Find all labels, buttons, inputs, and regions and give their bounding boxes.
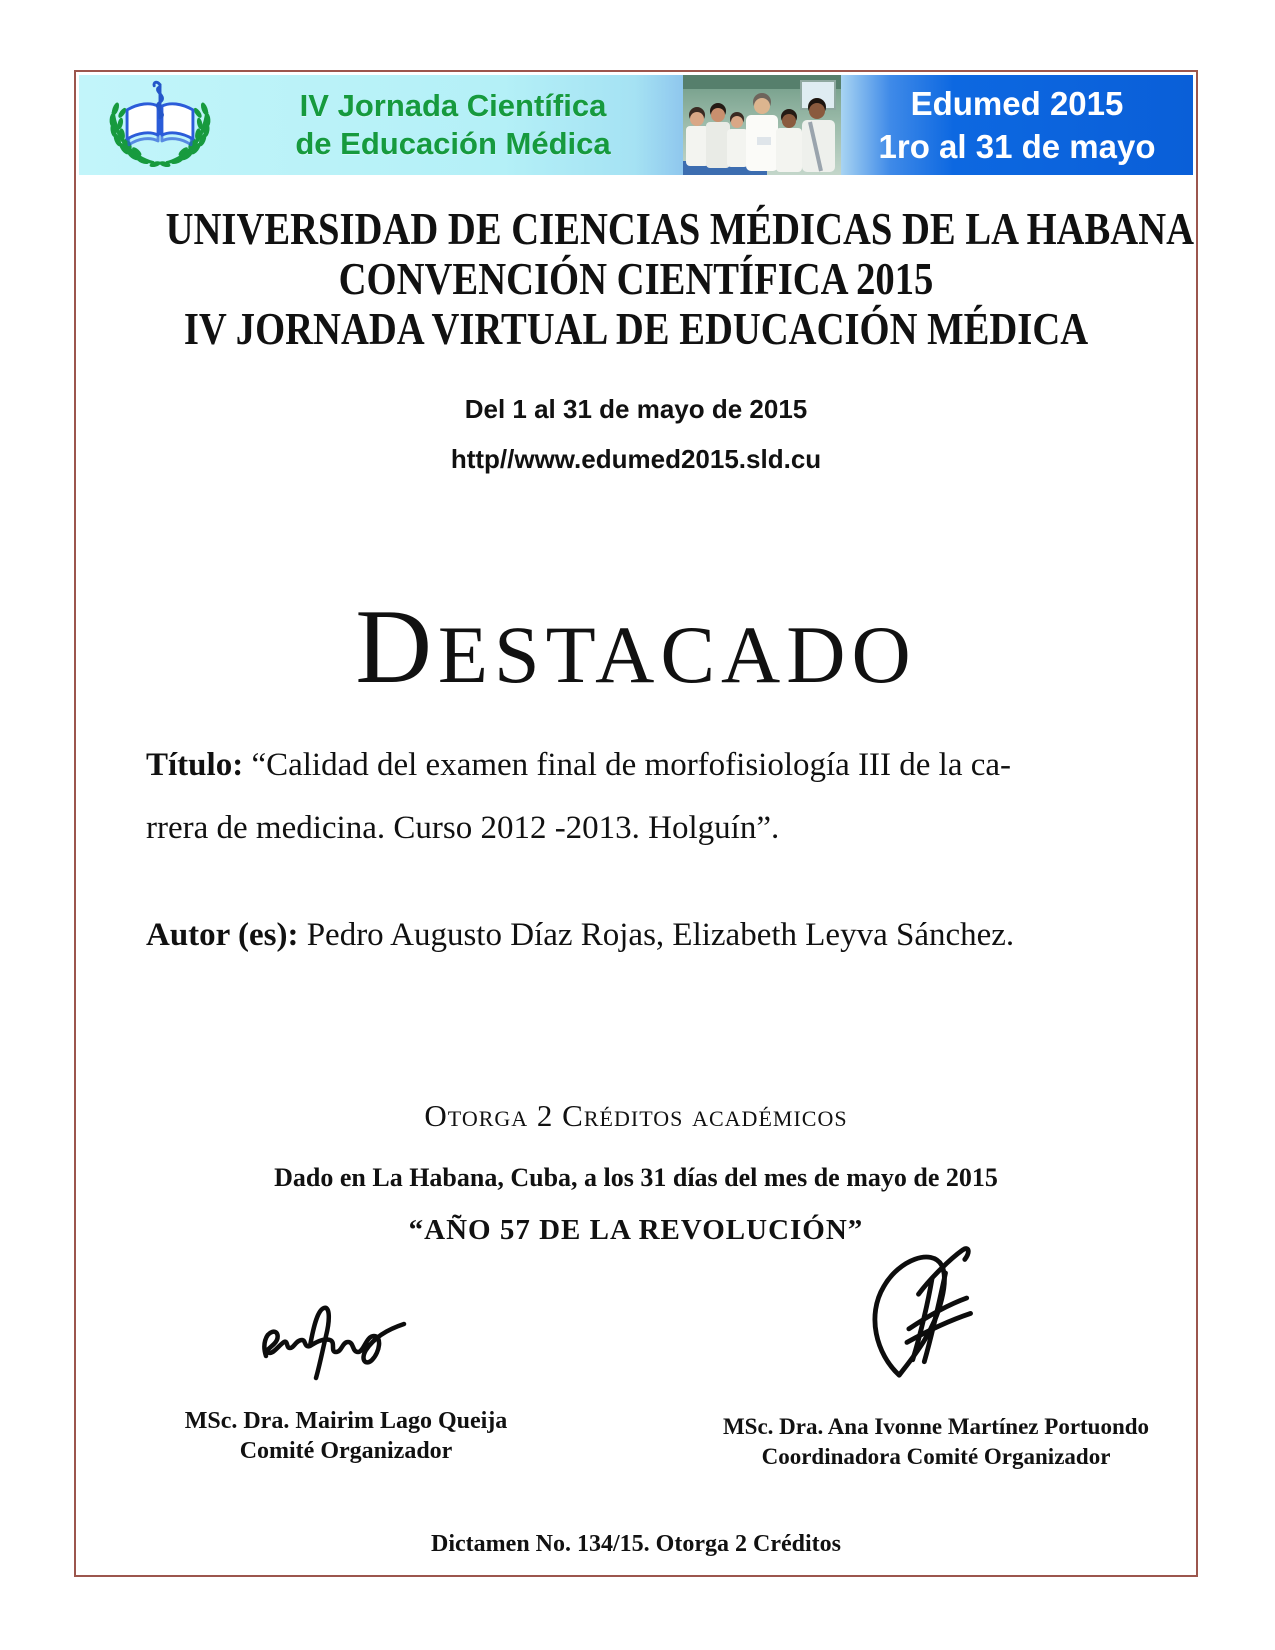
signer-right-name: MSc. Dra. Ana Ivonne Martínez Portuondo	[722, 1414, 1150, 1439]
authors-label: Autor (es):	[146, 917, 299, 953]
authors-block	[146, 904, 1156, 967]
event-banner	[79, 75, 1193, 175]
work-title-line2: rrera de medicina. Curso 2012 -2013. Holguín”.	[146, 810, 780, 846]
signer-right-block	[696, 1412, 1176, 1472]
signer-right-role: Coordinadora Comité Organizador	[761, 1444, 1111, 1469]
signature-left-image	[256, 1294, 416, 1389]
event-dates-block	[76, 384, 1196, 484]
institution-header	[76, 204, 1196, 354]
award-title	[76, 577, 1196, 725]
work-title-line1: “Calidad del examen final de morfofisiología III de la ca-	[243, 747, 1012, 783]
work-title-label: Título:	[146, 747, 244, 783]
issued-line: Dado en La Habana, Cuba, a los 31 días del mes de mayo de 2015	[274, 1163, 998, 1192]
signer-left-role: Comité Organizador	[239, 1438, 453, 1464]
award-title-rest: ESTACADO	[437, 609, 917, 700]
medical-team-photo	[683, 75, 841, 175]
revolution-year-line: “AÑO 57 DE LA REVOLUCIÓN”	[408, 1214, 864, 1246]
dictamen-line: Dictamen No. 134/15. Otorga 2 Créditos	[431, 1531, 841, 1557]
jornada-name: IV JORNADA VIRTUAL DE EDUCACIÓN MÉDICA	[183, 303, 1089, 354]
laurel-book-caduceus-icon	[97, 77, 223, 174]
event-date-range: Del 1 al 31 de mayo de 2015	[464, 394, 808, 424]
work-title-block	[146, 734, 1156, 860]
signer-left-name: MSc. Dra. Mairim Lago Queija	[184, 1408, 508, 1434]
university-name: UNIVERSIDAD DE CIENCIAS MÉDICAS DE LA HABANA	[165, 203, 1195, 254]
authors-names: Pedro Augusto Díaz Rojas, Elizabeth Leyva Sánchez.	[298, 917, 1015, 953]
award-title-initial: D	[355, 588, 438, 705]
credits-line: Otorga 2 Créditos académicos	[424, 1098, 848, 1133]
event-url: http//www.edumed2015.sld.cu	[450, 444, 822, 474]
banner-edumed-line: Edumed 2015	[910, 85, 1124, 122]
certificate-frame	[74, 70, 1198, 1577]
convention-name: CONVENCIÓN CIENTÍFICA 2015	[338, 253, 934, 304]
banner-left-panel	[79, 75, 683, 175]
signer-left-block	[146, 1406, 546, 1466]
banner-event-title-line1: IV Jornada Científica	[299, 88, 607, 123]
banner-event-title	[223, 87, 683, 163]
banner-event-title-line2: de Educación Médica	[295, 126, 611, 161]
banner-right-panel	[841, 75, 1193, 175]
banner-dates-line: 1ro al 31 de mayo	[878, 128, 1156, 165]
signature-right-image	[851, 1240, 986, 1385]
